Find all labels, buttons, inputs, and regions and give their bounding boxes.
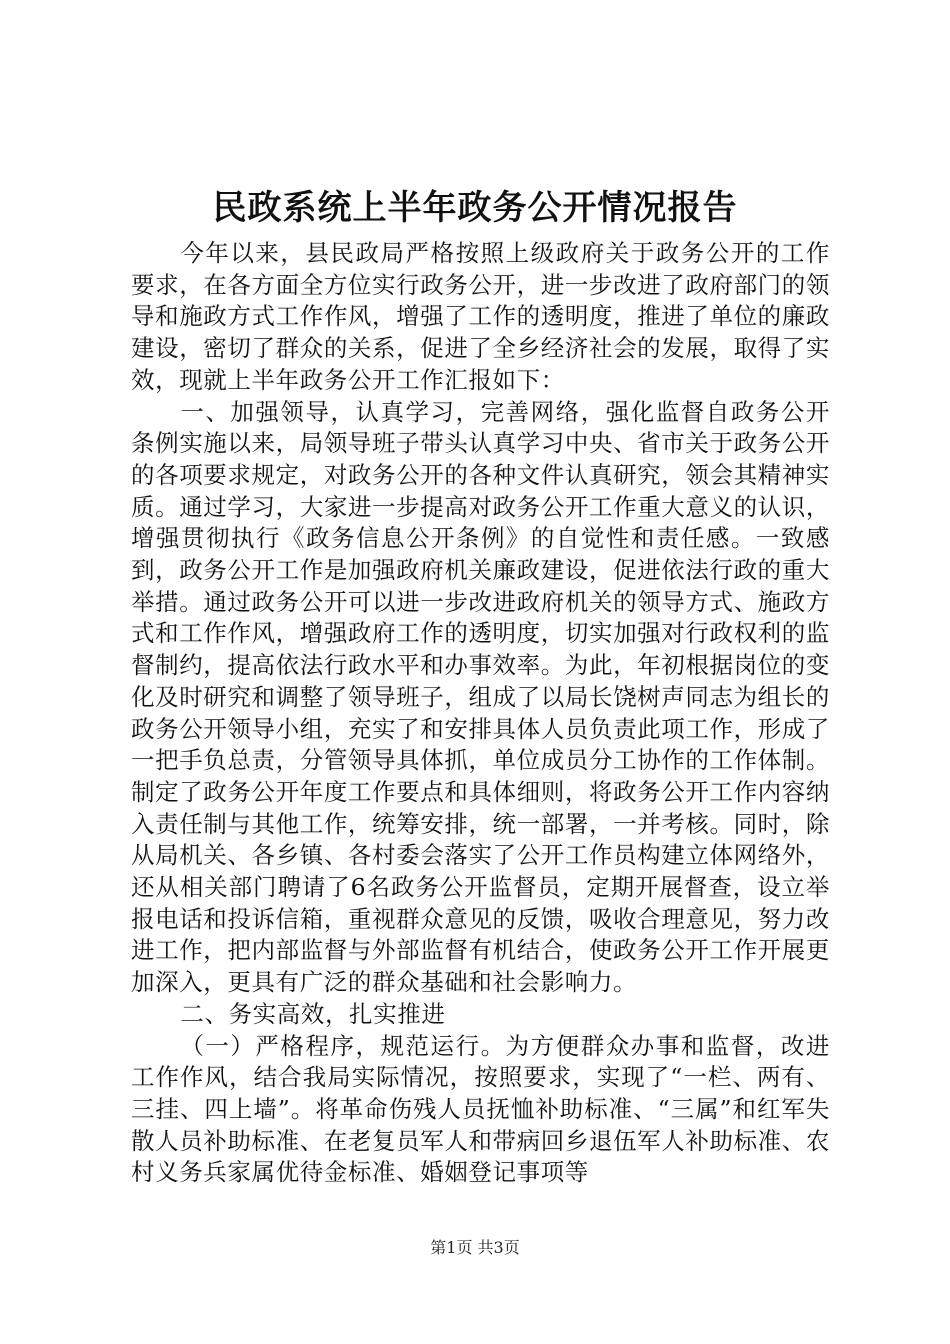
document-body — [131, 238, 830, 1189]
section-two-heading: 二、务实高效，扎实推进 — [180, 999, 446, 1028]
document-title: 民政系统上半年政务公开情况报告 — [212, 188, 738, 228]
intro-paragraph: 今年以来，县民政局严格按照上级政府关于政务公开的工作要求，在各方面全方位实行政务公开，进一步改进了政府部门的领导和施政方式工作作风，增强了工作的透明度，推进了单位的廉政建设，密切了群众的关系，促进了全乡经济社会的发展，取得了实效，现就上半年政务公开工作汇报如下： — [131, 239, 830, 394]
subsection-one-paragraph: （一）严格程序，规范运行。为方便群众办事和监督，改进工作作风，结合我局实际情况，按照要求，实现了“一栏、两有、三挂、四上墙”。将革命伤残人员抚恤补助标准、“三属”和红军失散人员补助标准、在老复员军人和带病回乡退伍军人补助标准、农村义务兵家属优待金标准、婚姻登记事项等 — [131, 1031, 830, 1187]
section-one-paragraph: 一、加强领导，认真学习，完善网络，强化监督自政务公开条例实施以来，局领导班子带头认真学习中央、省市关于政务公开的各项要求规定，对政务公开的各种文件认真研究，领会其精神实质。通过学习，大家进一步提高对政务公开工作重大意义的认识，增强贯彻执行《政务信息公开条例》的自觉性和责任感。一致感到，政务公开工作是加强政府机关廉政建设，促进依法行政的重大举措。通过政务公开可以进一步改进政府机关的领导方式、施政方式和工作作风，增强政府工作的透明度，切实加强对行政权利的监督制约，提高依法行政水平和办事效率。为此，年初根据岗位的变化及时研究和调整了领导班子，组成了以局长饶树声同志为组长的政务公开领导小组，充实了和安排具体人员负责此项工作，形成了一把手负总责，分管领导具体抓，单位成员分工协作的工作体制。制定了政务公开年度工作要点和具体细则，将政务公开工作内容纳入责任制与其他工作，统筹安排，统一部署，一并考核。同时，除从局机关、各乡镇、各村委会落实了公开工作员构建立体网络外，还从相关部门聘请了6名政务公开监督员，定期开展督查，设立举报电话和投诉信箱，重视群众意见的反馈，吸收合理意见，努力改进工作，把内部监督与外部监督有机结合，使政务公开工作开展更加深入，更具有广泛的群众基础和社会影响力。 — [131, 397, 830, 997]
page-footer: 第1页 共3页 — [430, 1238, 520, 1257]
